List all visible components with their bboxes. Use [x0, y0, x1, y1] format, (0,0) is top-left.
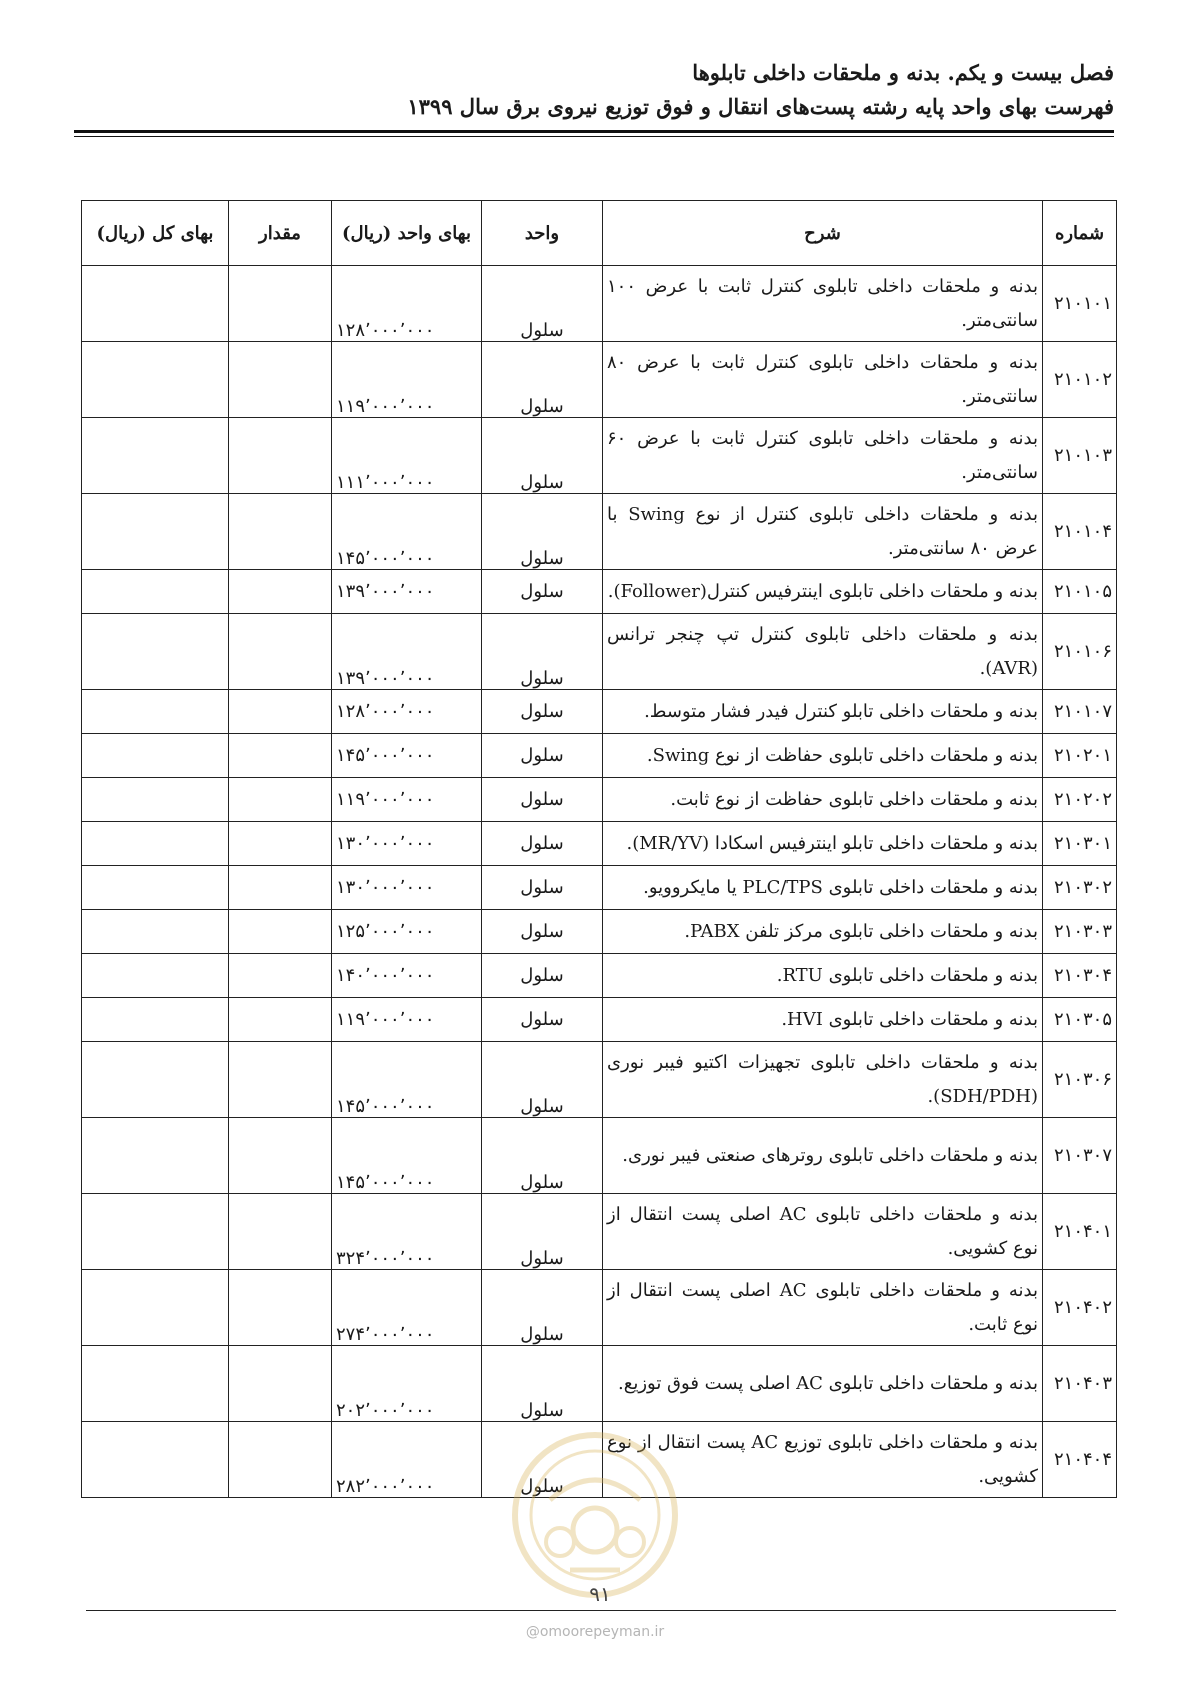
row-unit-price: ۱۴۵٬۰۰۰٬۰۰۰ — [332, 734, 482, 778]
table-row — [82, 418, 1117, 494]
row-unit-price: ۱۴۵٬۰۰۰٬۰۰۰ — [332, 1042, 482, 1118]
row-description: بدنه و ملحقات داخلی تابلوی روترهای صنعتی فیبر نوری. — [603, 1118, 1043, 1194]
website-watermark: @omoorepeyman.ir — [525, 1624, 665, 1640]
header-total: بهای کل (ریال) — [82, 201, 229, 266]
row-unit-price: ۱۱۹٬۰۰۰٬۰۰۰ — [332, 342, 482, 418]
row-description: بدنه و ملحقات داخلی تابلوی AC اصلی پست انتقال از نوع کشویی. — [603, 1194, 1043, 1270]
row-quantity-cell — [229, 1194, 332, 1270]
seal-watermark-icon — [510, 1430, 680, 1600]
row-total-cell — [82, 494, 229, 570]
row-unit: سلول — [482, 734, 603, 778]
row-unit-price: ۱۲۸٬۰۰۰٬۰۰۰ — [332, 266, 482, 342]
row-total-cell — [82, 342, 229, 418]
row-unit-price: ۱۳۰٬۰۰۰٬۰۰۰ — [332, 822, 482, 866]
row-total-cell — [82, 1194, 229, 1270]
row-total-cell — [82, 266, 229, 342]
row-unit: سلول — [482, 1194, 603, 1270]
row-unit: سلول — [482, 1118, 603, 1194]
row-number: ۲۱۰۴۰۲ — [1043, 1270, 1117, 1346]
row-total-cell — [82, 998, 229, 1042]
row-description: بدنه و ملحقات داخلی تابلوی کنترل از نوع Swing با عرض ۸۰ سانتی‌متر. — [603, 494, 1043, 570]
row-total-cell — [82, 418, 229, 494]
row-unit-price: ۱۳۹٬۰۰۰٬۰۰۰ — [332, 614, 482, 690]
header-unit: واحد — [482, 201, 603, 266]
table-row — [82, 778, 1117, 822]
row-unit: سلول — [482, 954, 603, 998]
row-description: بدنه و ملحقات داخلی تابلوی کنترل تپ چنجر ترانس (AVR). — [603, 614, 1043, 690]
table-row — [82, 690, 1117, 734]
row-total-cell — [82, 1042, 229, 1118]
row-number: ۲۱۰۳۰۱ — [1043, 822, 1117, 866]
chapter-title: فصل بیست و یکم. بدنه و ملحقات داخلی تابلوها — [692, 60, 1114, 85]
row-unit-price: ۲۸۲٬۰۰۰٬۰۰۰ — [332, 1422, 482, 1498]
row-unit: سلول — [482, 1042, 603, 1118]
row-unit-price: ۱۱۹٬۰۰۰٬۰۰۰ — [332, 778, 482, 822]
header-quantity: مقدار — [229, 201, 332, 266]
row-description: بدنه و ملحقات داخلی تابلو اینترفیس اسکادا (MR/YV). — [603, 822, 1043, 866]
table-row — [82, 1270, 1117, 1346]
table-row — [82, 614, 1117, 690]
row-description: بدنه و ملحقات داخلی تابلوی PLC/TPS یا مایکروویو. — [603, 866, 1043, 910]
row-total-cell — [82, 1422, 229, 1498]
row-unit: سلول — [482, 910, 603, 954]
row-unit: سلول — [482, 778, 603, 822]
table-row — [82, 866, 1117, 910]
row-quantity-cell — [229, 998, 332, 1042]
page-number: ۹۱ — [589, 1582, 611, 1606]
row-number: ۲۱۰۱۰۱ — [1043, 266, 1117, 342]
table-row — [82, 1118, 1117, 1194]
row-total-cell — [82, 954, 229, 998]
row-number: ۲۱۰۱۰۵ — [1043, 570, 1117, 614]
row-unit-price: ۱۴۰٬۰۰۰٬۰۰۰ — [332, 954, 482, 998]
row-quantity-cell — [229, 1346, 332, 1422]
row-description: بدنه و ملحقات داخلی تابلوی کنترل ثابت با عرض ۸۰ سانتی‌متر. — [603, 342, 1043, 418]
row-total-cell — [82, 614, 229, 690]
row-quantity-cell — [229, 734, 332, 778]
row-number: ۲۱۰۴۰۳ — [1043, 1346, 1117, 1422]
row-unit-price: ۱۲۵٬۰۰۰٬۰۰۰ — [332, 910, 482, 954]
row-description: بدنه و ملحقات داخلی تابلوی توزیع AC پست انتقال از نوع کشویی. — [603, 1422, 1043, 1498]
row-quantity-cell — [229, 822, 332, 866]
row-description: بدنه و ملحقات داخلی تابلوی حفاظت از نوع ثابت. — [603, 778, 1043, 822]
row-description: بدنه و ملحقات داخلی تابلوی AC اصلی پست فوق توزیع. — [603, 1346, 1043, 1422]
row-number: ۲۱۰۲۰۱ — [1043, 734, 1117, 778]
row-quantity-cell — [229, 614, 332, 690]
row-description: بدنه و ملحقات داخلی تابلوی HVI. — [603, 998, 1043, 1042]
row-description: بدنه و ملحقات داخلی تابلوی تجهیزات اکتیو فیبر نوری (SDH/PDH). — [603, 1042, 1043, 1118]
row-unit: سلول — [482, 494, 603, 570]
table-row — [82, 266, 1117, 342]
row-number: ۲۱۰۳۰۷ — [1043, 1118, 1117, 1194]
row-quantity-cell — [229, 1042, 332, 1118]
row-quantity-cell — [229, 342, 332, 418]
row-unit-price: ۱۳۹٬۰۰۰٬۰۰۰ — [332, 570, 482, 614]
row-unit-price: ۳۲۴٬۰۰۰٬۰۰۰ — [332, 1194, 482, 1270]
row-total-cell — [82, 1118, 229, 1194]
row-total-cell — [82, 1270, 229, 1346]
row-number: ۲۱۰۳۰۳ — [1043, 910, 1117, 954]
row-number: ۲۱۰۳۰۲ — [1043, 866, 1117, 910]
document-subtitle: فهرست بهای واحد پایه رشته پست‌های انتقال و فوق توزیع نیروی برق سال ۱۳۹۹ — [407, 94, 1114, 119]
row-quantity-cell — [229, 778, 332, 822]
row-quantity-cell — [229, 954, 332, 998]
row-unit-price: ۱۱۱٬۰۰۰٬۰۰۰ — [332, 418, 482, 494]
table-row — [82, 1346, 1117, 1422]
row-unit-price: ۱۴۵٬۰۰۰٬۰۰۰ — [332, 494, 482, 570]
row-unit: سلول — [482, 690, 603, 734]
row-unit-price: ۱۲۸٬۰۰۰٬۰۰۰ — [332, 690, 482, 734]
row-total-cell — [82, 690, 229, 734]
row-unit-price: ۱۳۰٬۰۰۰٬۰۰۰ — [332, 866, 482, 910]
row-unit: سلول — [482, 1270, 603, 1346]
row-quantity-cell — [229, 690, 332, 734]
row-unit: سلول — [482, 342, 603, 418]
header-unit-price: بهای واحد (ریال) — [332, 201, 482, 266]
table-row — [82, 570, 1117, 614]
page-header — [74, 58, 1114, 122]
row-number: ۲۱۰۱۰۳ — [1043, 418, 1117, 494]
row-description: بدنه و ملحقات داخلی تابلوی اینترفیس کنترل(Follower). — [603, 570, 1043, 614]
row-number: ۲۱۰۱۰۴ — [1043, 494, 1117, 570]
row-total-cell — [82, 778, 229, 822]
table-row — [82, 910, 1117, 954]
row-number: ۲۱۰۳۰۵ — [1043, 998, 1117, 1042]
row-quantity-cell — [229, 418, 332, 494]
row-description: بدنه و ملحقات داخلی تابلوی کنترل ثابت با عرض ۶۰ سانتی‌متر. — [603, 418, 1043, 494]
row-description: بدنه و ملحقات داخلی تابلوی حفاظت از نوع Swing. — [603, 734, 1043, 778]
table-row — [82, 1042, 1117, 1118]
table-header-row — [82, 201, 1117, 266]
row-unit: سلول — [482, 570, 603, 614]
row-unit: سلول — [482, 1346, 603, 1422]
row-total-cell — [82, 734, 229, 778]
row-quantity-cell — [229, 866, 332, 910]
row-unit: سلول — [482, 1422, 603, 1498]
row-quantity-cell — [229, 910, 332, 954]
row-total-cell — [82, 570, 229, 614]
row-number: ۲۱۰۴۰۱ — [1043, 1194, 1117, 1270]
row-description: بدنه و ملحقات داخلی تابلوی RTU. — [603, 954, 1043, 998]
row-quantity-cell — [229, 1422, 332, 1498]
table-row — [82, 998, 1117, 1042]
table-row — [82, 734, 1117, 778]
row-number: ۲۱۰۲۰۲ — [1043, 778, 1117, 822]
row-unit: سلول — [482, 418, 603, 494]
row-number: ۲۱۰۴۰۴ — [1043, 1422, 1117, 1498]
row-unit-price: ۱۴۵٬۰۰۰٬۰۰۰ — [332, 1118, 482, 1194]
row-unit-price: ۱۱۹٬۰۰۰٬۰۰۰ — [332, 998, 482, 1042]
row-total-cell — [82, 822, 229, 866]
header-rule-thin — [74, 136, 1114, 137]
row-quantity-cell — [229, 1270, 332, 1346]
row-number: ۲۱۰۱۰۲ — [1043, 342, 1117, 418]
row-number: ۲۱۰۱۰۶ — [1043, 614, 1117, 690]
row-number: ۲۱۰۱۰۷ — [1043, 690, 1117, 734]
header-number: شماره — [1043, 201, 1117, 266]
row-number: ۲۱۰۳۰۶ — [1043, 1042, 1117, 1118]
row-number: ۲۱۰۳۰۴ — [1043, 954, 1117, 998]
row-unit: سلول — [482, 998, 603, 1042]
row-total-cell — [82, 866, 229, 910]
row-total-cell — [82, 910, 229, 954]
row-description: بدنه و ملحقات داخلی تابلوی کنترل ثابت با عرض ۱۰۰ سانتی‌متر. — [603, 266, 1043, 342]
table-row — [82, 1194, 1117, 1270]
row-description: بدنه و ملحقات داخلی تابلوی AC اصلی پست انتقال از نوع ثابت. — [603, 1270, 1043, 1346]
header-rule-thick — [74, 130, 1114, 133]
row-description: بدنه و ملحقات داخلی تابلو کنترل فیدر فشار متوسط. — [603, 690, 1043, 734]
row-total-cell — [82, 1346, 229, 1422]
row-quantity-cell — [229, 1118, 332, 1194]
row-unit: سلول — [482, 866, 603, 910]
row-unit: سلول — [482, 614, 603, 690]
row-quantity-cell — [229, 494, 332, 570]
row-unit-price: ۲۷۴٬۰۰۰٬۰۰۰ — [332, 1270, 482, 1346]
row-unit-price: ۲۰۲٬۰۰۰٬۰۰۰ — [332, 1346, 482, 1422]
table-row — [82, 954, 1117, 998]
table-row — [82, 342, 1117, 418]
table-row — [82, 822, 1117, 866]
table-row — [82, 494, 1117, 570]
row-unit: سلول — [482, 822, 603, 866]
price-table — [81, 200, 1117, 1498]
row-description: بدنه و ملحقات داخلی تابلوی مرکز تلفن PABX. — [603, 910, 1043, 954]
row-quantity-cell — [229, 570, 332, 614]
header-description: شرح — [603, 201, 1043, 266]
row-unit: سلول — [482, 266, 603, 342]
footer-rule — [86, 1610, 1116, 1611]
row-quantity-cell — [229, 266, 332, 342]
